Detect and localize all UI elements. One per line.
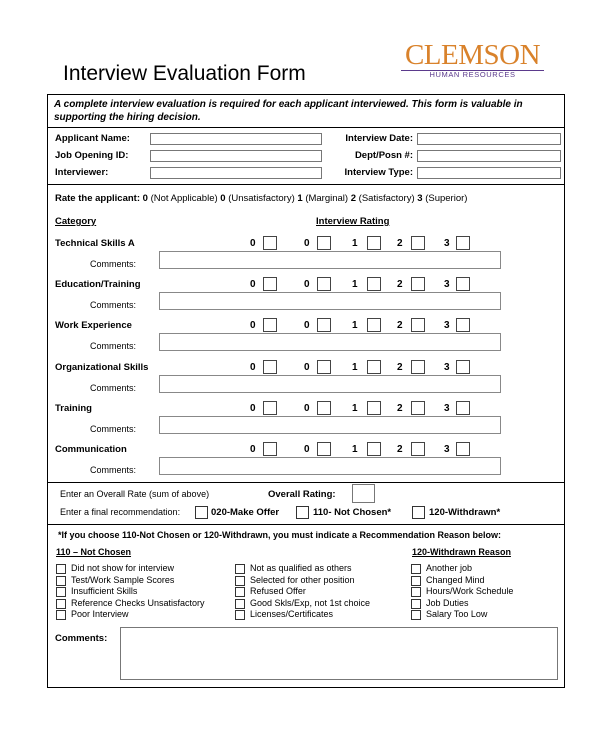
interviewer-field[interactable] (150, 167, 322, 179)
withdrawn-reason-title: 120-Withdrawn Reason (412, 547, 511, 557)
category-label: Training (55, 402, 92, 414)
reason-checkbox[interactable] (235, 564, 245, 574)
overall-rating-field[interactable] (352, 484, 375, 503)
rating-checkbox[interactable] (263, 318, 277, 332)
rating-checkbox[interactable] (456, 277, 470, 291)
rating-checkbox[interactable] (367, 401, 381, 415)
not-chosen-option: 110- Not Chosen* (313, 507, 392, 518)
rating-number: 3 (444, 238, 450, 249)
reason-checkbox[interactable] (235, 576, 245, 586)
not-chosen-checkbox[interactable] (296, 506, 309, 519)
rating-checkbox[interactable] (317, 236, 331, 250)
withdrawn-option: 120-Withdrawn* (429, 507, 501, 518)
reason-checkbox[interactable] (56, 587, 66, 597)
logo-wordmark: CLEMSON (404, 39, 541, 71)
reason-checkbox[interactable] (235, 599, 245, 609)
reason-label: Refused Offer (250, 586, 306, 596)
rating-checkbox[interactable] (317, 277, 331, 291)
rating-checkbox[interactable] (456, 442, 470, 456)
rating-checkbox[interactable] (317, 318, 331, 332)
rating-checkbox[interactable] (456, 360, 470, 374)
rating-checkbox[interactable] (263, 236, 277, 250)
applicant-name-field[interactable] (150, 133, 322, 145)
comments-label: Comments: (89, 423, 136, 434)
interview-rating-header: Interview Rating (316, 216, 390, 227)
rating-checkbox[interactable] (263, 401, 277, 415)
rating-checkbox[interactable] (456, 236, 470, 250)
reason-label: Salary Too Low (426, 609, 488, 619)
dept-posn-label: Dept/Posn #: (354, 150, 413, 161)
form-title: Interview Evaluation Form (63, 62, 306, 85)
divider (47, 127, 565, 128)
rating-number: 1 (352, 279, 358, 291)
rating-number: 0 (304, 238, 310, 249)
final-recommendation-label: Enter a final recommendation: (60, 507, 181, 517)
logo-subtitle: HUMAN RESOURCES (429, 70, 516, 79)
rating-number: 1 (352, 320, 358, 332)
rating-number: 0 (304, 279, 310, 291)
reason-label: Not as qualified as others (250, 563, 352, 573)
comments-field[interactable] (159, 416, 501, 434)
rating-number: 3 (444, 320, 450, 332)
make-offer-checkbox[interactable] (195, 506, 208, 519)
reason-label: Selected for other position (250, 574, 355, 585)
rating-number: 1 (352, 402, 358, 414)
reason-checkbox[interactable] (411, 587, 421, 597)
rating-checkbox[interactable] (263, 277, 277, 291)
scale-num: 1 (297, 193, 303, 204)
rating-number: 0 (304, 361, 310, 373)
intro-text: A complete interview evaluation is required for each applicant interviewed. This form is valuable in supporting the hiring decision. (54, 99, 523, 123)
rating-number: 1 (352, 444, 358, 455)
interviewer-label: Interviewer: (55, 167, 109, 178)
rating-checkbox[interactable] (367, 360, 381, 374)
reason-checkbox[interactable] (411, 599, 421, 609)
rating-number: 2 (397, 444, 403, 455)
scale-desc: (Marginal) (305, 193, 349, 204)
reason-label: Licenses/Certificates (250, 609, 334, 619)
reason-checkbox[interactable] (56, 564, 66, 574)
comments-label: Comments: (89, 259, 136, 269)
rating-number: 0 (250, 361, 256, 373)
reason-label: Hours/Work Schedule (426, 586, 514, 596)
rating-checkbox[interactable] (411, 277, 425, 291)
rating-number: 3 (444, 444, 450, 455)
comments-label: Comments: (89, 341, 136, 352)
reason-checkbox[interactable] (56, 576, 66, 586)
reason-label: Did not show for interview (71, 563, 175, 573)
reason-note: *If you choose 110-Not Chosen or 120-Withdrawn, you must indicate a Recommendation Reason below: (58, 530, 501, 540)
overall-rating-label: Overall Rating: (268, 489, 336, 500)
rating-number: 0 (304, 402, 310, 414)
rating-number: 3 (444, 279, 450, 291)
comments-field[interactable] (159, 375, 501, 393)
interview-date-field[interactable] (417, 133, 561, 145)
scale-num: 0 (142, 193, 148, 204)
rating-checkbox[interactable] (411, 318, 425, 332)
rating-number: 0 (250, 279, 256, 291)
reason-label: Reference Checks Unsatisfactory (71, 597, 205, 608)
rating-checkbox[interactable] (411, 360, 425, 374)
rating-checkbox[interactable] (263, 360, 277, 374)
interview-type-label: Interview Type: (344, 167, 413, 178)
clemson-logo (395, 40, 550, 79)
rating-number: 2 (397, 320, 403, 332)
rating-checkbox[interactable] (456, 318, 470, 332)
rating-checkbox[interactable] (317, 401, 331, 415)
rating-number: 0 (250, 238, 256, 249)
reason-label: Changed Mind (426, 574, 485, 585)
rating-checkbox[interactable] (367, 277, 381, 291)
reason-checkbox[interactable] (235, 610, 245, 620)
comments-label: Comments: (89, 300, 136, 311)
category-label: Communication (55, 444, 127, 455)
rating-checkbox[interactable] (367, 318, 381, 332)
rating-scale-prefix: Rate the applicant: (55, 193, 140, 204)
rating-checkbox[interactable] (317, 442, 331, 456)
rating-checkbox[interactable] (263, 442, 277, 456)
withdrawn-checkbox[interactable] (412, 506, 425, 519)
reason-label: Good Skls/Exp, not 1st choice (250, 597, 371, 608)
rating-number: 3 (444, 402, 450, 414)
reason-label: Insufficient Skills (71, 586, 138, 596)
rating-checkbox[interactable] (411, 442, 425, 456)
reason-checkbox[interactable] (56, 610, 66, 620)
scale-num: 0 (220, 193, 226, 204)
comments-label: Comments: (89, 465, 136, 475)
reason-label: Job Duties (426, 597, 469, 608)
rating-number: 2 (397, 238, 403, 249)
comments-field[interactable] (159, 251, 501, 269)
divider (47, 184, 565, 185)
final-comments-box[interactable] (120, 627, 558, 680)
category-label: Organizational Skills (55, 361, 149, 373)
reason-checkbox[interactable] (235, 587, 245, 597)
reason-label: Another job (426, 563, 473, 573)
rating-number: 2 (397, 402, 403, 414)
reason-checkbox[interactable] (56, 599, 66, 609)
make-offer-option: 020-Make Offer (211, 507, 280, 518)
job-opening-id-field[interactable] (150, 150, 322, 162)
applicant-name-label: Applicant Name: (55, 133, 130, 144)
rating-checkbox[interactable] (367, 442, 381, 456)
comments-label: Comments: (89, 382, 136, 393)
scale-desc: (Satisfactory) (358, 193, 415, 204)
reason-label: Poor Interview (71, 609, 129, 619)
comments-field[interactable] (159, 457, 501, 475)
category-label: Technical Skills A (55, 238, 135, 249)
rating-checkbox[interactable] (411, 401, 425, 415)
rating-number: 0 (304, 320, 310, 332)
reason-label: Test/Work Sample Scores (71, 574, 175, 585)
rating-checkbox[interactable] (367, 236, 381, 250)
reason-checkbox[interactable] (411, 564, 421, 574)
scale-desc: (Unsatisfactory) (228, 193, 295, 204)
rating-number: 1 (352, 238, 358, 249)
overall-rate-instruction: Enter an Overall Rate (sum of above) (60, 489, 210, 499)
not-chosen-title: 110 – Not Chosen (56, 547, 132, 557)
rating-number: 0 (250, 402, 256, 414)
divider (47, 524, 565, 525)
scale-desc: (Superior) (425, 193, 468, 204)
scale-num: 3 (417, 193, 423, 204)
final-comments-label: Comments: (55, 633, 108, 644)
rating-number: 0 (250, 444, 256, 455)
rating-scale-legend (55, 193, 467, 204)
rating-checkbox[interactable] (317, 360, 331, 374)
reason-checkbox[interactable] (411, 610, 421, 620)
rating-number: 1 (352, 361, 358, 373)
category-label: Education/Training (55, 279, 141, 291)
comments-field[interactable] (159, 292, 501, 310)
category-label: Work Experience (55, 320, 132, 332)
divider (47, 482, 565, 483)
category-header: Category (55, 216, 97, 227)
rating-number: 0 (304, 444, 310, 455)
comments-field[interactable] (159, 333, 501, 351)
scale-num: 2 (350, 193, 357, 204)
rating-checkbox[interactable] (456, 401, 470, 415)
rating-number: 3 (444, 361, 450, 373)
rating-number: 0 (250, 320, 256, 332)
rating-number: 2 (397, 361, 403, 373)
reason-checkbox[interactable] (411, 576, 421, 586)
rating-checkbox[interactable] (411, 236, 425, 250)
scale-desc: (Not Applicable) (150, 193, 218, 204)
interview-date-label: Interview Date: (345, 133, 413, 144)
dept-posn-field[interactable] (417, 150, 561, 162)
rating-number: 2 (397, 279, 403, 291)
interview-type-field[interactable] (417, 167, 561, 179)
job-opening-id-label: Job Opening ID: (55, 150, 129, 161)
